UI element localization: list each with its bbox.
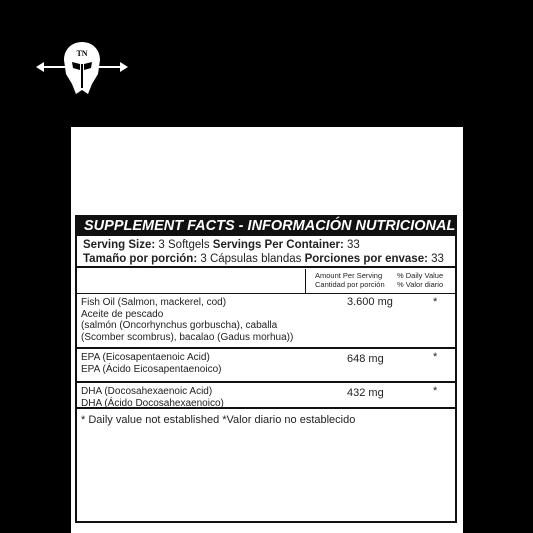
tamano-value: 3 Cápsulas blandas <box>200 253 302 265</box>
brand-logo <box>36 40 128 96</box>
porciones-value: 33 <box>431 253 444 265</box>
nutrient-line: (salmón (Oncorhynchus gorbuscha), caballa <box>81 320 278 331</box>
serving-line-en <box>83 238 449 252</box>
facts-title: SUPPLEMENT FACTS - INFORMACIÓN NUTRICIONAL <box>77 217 455 236</box>
daily-value-header <box>397 271 443 289</box>
footnote: * Daily value not established *Valor diario no establecido <box>81 414 356 426</box>
amount-header-es: Cantidad por porción <box>315 280 385 289</box>
porciones-label: Porciones por envase: <box>304 253 428 265</box>
column-divider <box>305 269 306 293</box>
nutrient-amount: 3.600 mg <box>347 296 393 308</box>
daily-value-header-es: % Valor diario <box>397 280 444 289</box>
nutrient-line: DHA (Docosahexaenoic Acid) <box>81 386 213 397</box>
amount-header-en: Amount Per Serving <box>315 271 383 280</box>
amount-header <box>315 271 385 289</box>
daily-value-header-en: % Daily Value <box>397 271 444 280</box>
nutrient-name <box>81 297 293 343</box>
nutrient-line: Aceite de pescado <box>81 308 164 320</box>
supplement-facts-panel <box>75 215 457 523</box>
nutrient-daily-value: * <box>433 351 438 363</box>
serving-info <box>77 236 455 268</box>
serving-size-value: 3 Softgels <box>158 239 210 251</box>
servings-per-container-value: 33 <box>347 239 360 251</box>
logo-lettering: TN <box>76 49 88 58</box>
nutrient-daily-value: * <box>433 296 438 308</box>
nutrient-amount: 648 mg <box>347 353 384 365</box>
nutrient-line: DHA (Ácido Docosahexaenoico) <box>81 397 224 409</box>
nutrient-name <box>81 386 224 409</box>
nutrient-line: EPA (Eicosapentaenoic Acid) <box>81 352 210 363</box>
nutrient-line: EPA (Ácido Eicosapentaenoico) <box>81 363 222 375</box>
nutrient-line: Fish Oil (Salmon, mackerel, cod) <box>81 297 227 308</box>
nutrient-row-epa <box>77 349 455 383</box>
nutrient-line: (Scomber scombrus), bacalao (Gadus morhua)) <box>81 331 294 343</box>
serving-size-label: Serving Size: <box>83 239 156 251</box>
tamano-label: Tamaño por porción: <box>83 253 198 265</box>
serving-line-es <box>83 252 449 266</box>
column-headers <box>77 268 455 294</box>
nutrient-row-fish-oil <box>77 294 455 349</box>
servings-per-container-label: Servings Per Container: <box>212 239 344 251</box>
nutrient-name <box>81 352 221 375</box>
nutrient-row-dha <box>77 383 455 409</box>
nutrient-amount: 432 mg <box>347 387 384 399</box>
product-card <box>71 127 463 533</box>
nutrient-daily-value: * <box>433 385 438 397</box>
